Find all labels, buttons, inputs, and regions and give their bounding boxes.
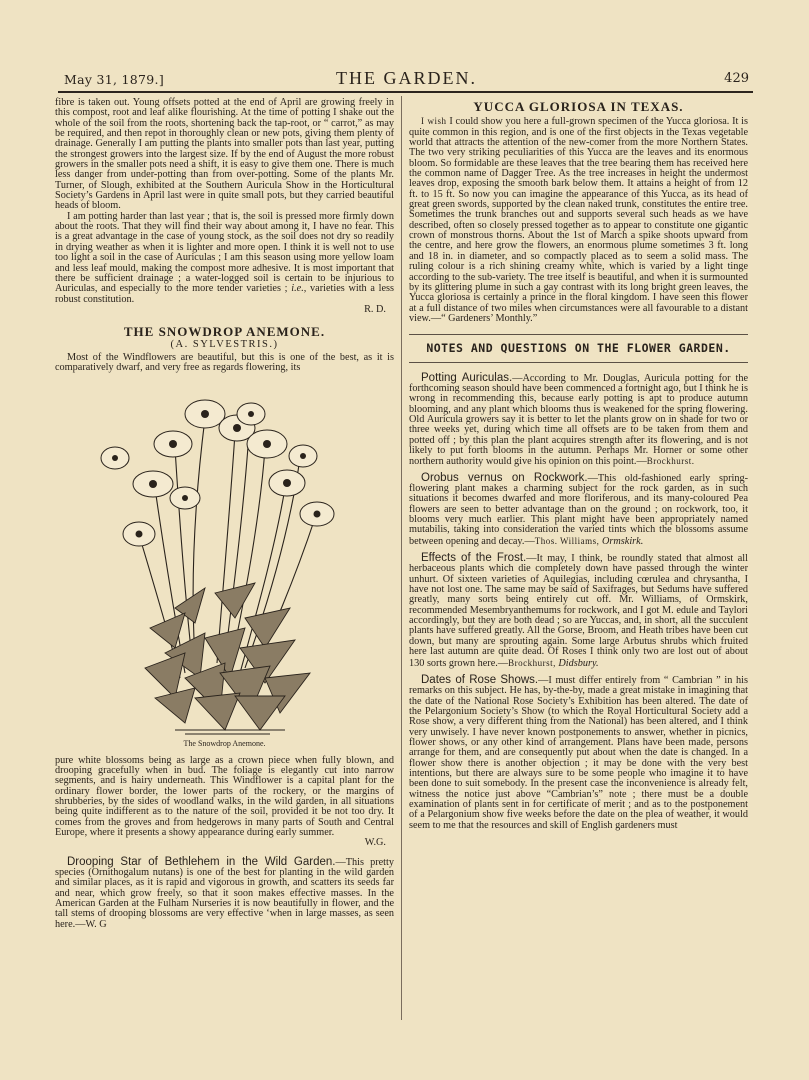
frost-place: Didsbury.: [558, 657, 599, 669]
rose-shows-text: —I must differ entirely from “ Cambrian ” in his remarks on this subject. He has, by-the-by, made a great mistake in imagining that the date of the National Rose Society’s Exhibition has been altered. The date of the Pelargonium Society’s Show (to which the Royal Horticultural Society add a Rose show, a very different thing from the National) has been altered, and I think very unwisely. I have never known postponements to answer, whether in picnics, flower shows, or any other kind of arrangement. Plans have been made, persons arrange for them, and are consequently put about when the date is changed. In a flower show there is another objection ; it may be done with the very best intentions, but there are always sure to be some people who imagine it to have been done to suit somebody. In the present case the inconvenience is already felt, witness the notice just above “Cambrian’s” note ; there must be a double examination of plants sent in for certificate of merit ; and as to the postponement of a Pelargonium show five weeks before the date on the plea of weather, it would seem to me that the resources and skill of English gardeners must: [409, 674, 749, 831]
potting-auriculas-text: —According to Mr. Douglas, Auricula potting for the forthcoming season should have been commenced a fortnight ago, but I think he is wrong in recommending this, because early potting is apt to produce autumn blooming, and any plant which blooms thus is weakened for the spring flowering. Old Auricula growers say it is better to let the plants grow on in shade for two or three weeks yet, during which time all offsets are to be taken from them and potted off ; by this plan the plant acquires strength after its flowering, and is not likely to put forth blooms in the autumn. Perhaps Mr. Horner or some other northern authority would give his opinion on this point.—: [409, 372, 748, 468]
frost-signature: Brockhurst,: [508, 657, 556, 668]
snowdrop-heading: THE SNOWDROP ANEMONE.: [123, 324, 326, 340]
rose-shows-title: Dates of Rose Shows.: [421, 673, 539, 686]
snowdrop-subheading: (A. SYLVESTRIS.): [170, 338, 279, 350]
auricula-continued-paragraph: fibre is taken out. Young offsets potted at the end of April are growing freely in this compost, root and leaf alike flourishing. At the time of potting I shake out the whole of the soil from the roots, shortening back the tap-root, or “ carrot,” as may be required, and then repot in thoroughly clean or new pots, giving them plenty of drainage. Generally I am putting the plants into smaller pots than last year, putting the strongest growers into the largest size. If by the end of August the more robust growers in the smaller pots need a shift, it is easy to give them one. There is much less danger from under-potting than from over-potting. Some of the plants Mr. Turner, of Slough, exhibited at the Southern Auricula Show in the Horticultural Society’s Gardens in April last were in quite small pots, but they carried beautiful heads of bloom.: [55, 97, 394, 212]
notes-heading: NOTES AND QUESTIONS ON THE FLOWER GARDEN.: [426, 341, 731, 356]
potting-auriculas-paragraph: [409, 373, 748, 468]
running-head: [64, 68, 749, 92]
frost-title: Effects of the Frost.: [421, 552, 527, 565]
journal-title: THE GARDEN.: [336, 68, 477, 88]
orobus-title: Orobus vernus on Rockwork.: [421, 471, 588, 484]
snowdrop-intro: Most of the Windflowers are beautiful, but this is one of the best, as it is comparatively dwarf, and very free as regards flowering, its: [55, 351, 394, 374]
potting-signature: Brockhurst.: [646, 456, 695, 467]
yucca-text: I could show you here a full-grown specimen of the Yucca gloriosa. It is quite common in this region, and is one of the first objects in the Texas vegetable world that attracts the attention of the new-comer from the more Northern States. The two very striking peculiarities of this Yucca are the leaves and its enormous bloom. So formidable are these leaves that the tree bearing them has received here the common name of Dagger Tree. As the tree increases in height the undermost leaves drop, exposing the smooth bark below them. It attains a height of from 12 ft. to 15 ft. So now you can imagine the appearance of this Yucca, as its head of great green swords, supported by the clean naked trunk, constitutes the entire tree. Sometimes the trunk branches out and supports several such heads as we have described, often so closely pressed together as to appear to constitute one gigantic crown of monstrous thorns. About the 1st of March a spike shoots upward from the centre, and here grow the flowers, an enormous plume sometimes 3 ft. long and 18 in. in diameter, and so compactly placed as to seem a solid mass. The ruling colour is a rich shining creamy white, which is varied by a light tinge according to the sub-variety. The tree itself is beautiful, and when it is surmounted by its glittering plume in such a gay contrast with its long bright green leaves, the Yucca gloriosa is certainly a prince in the floral kingdom. I have seen this flower at a full distance of two miles when circumstances were all favourable to a distant view.—“ Gardeners’ Monthly.”: [409, 116, 749, 324]
signature-wg: W.G.: [364, 837, 386, 849]
ie-abbrev: i.e.,: [291, 283, 307, 295]
auricula-second-paragraph: [55, 212, 394, 305]
yucca-paragraph: [409, 116, 748, 324]
drooping-star-paragraph: [55, 857, 394, 930]
header-rule: [58, 91, 753, 93]
orobus-text: —This old-fashioned early spring-flowering plant makes a charming subject for the rock garden, as in such situations it becomes dwarfed and more floriferous, and its many-coloured Pea flowers are seen to better advantage than on the ground ; on rockwork, too, it blooms very much earlier. This plant might have been appropriately named mutabilis, taking into consideration the varied tints which the blossoms assume between opening and decay.—: [409, 472, 748, 547]
orobus-place: Ormskirk.: [602, 535, 644, 547]
column-divider: [401, 96, 402, 1020]
orobus-signature: Thos. Williams,: [534, 535, 600, 546]
page-number: 429: [724, 71, 749, 86]
auricula-text-a: I am potting harder than last year ; that is, the soil is pressed more firmly down about the roots. That they will find their way about among it, I have no fear. This is a great advantage in the case of young stock, as the soil does not dry so readily in drying weather as when it is lighter and more open. I think it is well not to use too light a soil in the case of Auriculas ; I am this season using more yellow loam and less leaf mould, making the compost more adhesive. It is most important that there be sufficient drainage ; a water-logged soil is certain to be injurious to Auriculas, and especially to the more tender varieties ;: [55, 210, 394, 295]
anemone-engraving-icon: [55, 378, 394, 740]
orobus-paragraph: [409, 473, 748, 547]
snowdrop-body: pure white blossoms being as large as a crown piece when fully blown, and drooping gracefully when in bud. The foliage is elegantly cut into narrow segments, and is hairy underneath. This Windflower is a capital plant for the ordinary flower border, the lower parts of the rockery, or the margins of shrubberies, by the sides of woodland walks, in the wild garden, in all situations being quite indifferent as to the nature of the soil, provided it be not too dry. It comes from the groves and from hedgerows in many parts of South and Central Europe, where it presents a showy appearance during early summer.: [55, 754, 394, 838]
left-column: [55, 98, 394, 930]
figure-caption: The Snowdrop Anemone.: [183, 738, 266, 748]
right-column: [409, 98, 748, 831]
rose-shows-paragraph: [409, 675, 748, 831]
auricula-text-b: varieties with a less robust constitution.: [55, 283, 394, 305]
drooping-star-text: —This pretty species (Ornithogalum nutans) is one of the best for planting in the wild garden and similar places, as it is rapid and vigorous in growth, and scatters its seeds far and near, which grow freely, so that it soon makes effective masses. In the American Garden at the Fulham Nurseries it is now beautifully in flower, and the tall stems of drooping blossoms are very effective ‘when in large masses, as seen here.—W. G: [55, 856, 394, 930]
yucca-lead: I wish: [421, 116, 447, 127]
potting-auriculas-title: Potting Auriculas.: [421, 371, 513, 384]
frost-text: —It may, I think, be roundly stated that almost all herbaceous plants which die completely down have passed through the winter unhurt. Of sixteen varieties of Aquilegias, including cœrulea and chrysantha, I have not lost one. The same may be said of Saxifrages, but Sedums have suffered greatly, many sorts being entirely cut off. Mr. Williams, of Ormskirk, recommended Mesembryanthemums for rockwork, and I got M. edule and Taylori accordingly, but they are both dead ; so are Yuccas, and, in short, all the succulent plants have suffered greatly. All the Gorse, Broom, and Heath tribes have been cut down, but many are sprouting again. Some large Arbutus shrubs which fruited here last autumn are quite dead. Of Roses I think only two are lost out of about 130 sorts grown here.—: [409, 553, 748, 669]
frost-paragraph: [409, 553, 748, 669]
signature-rd: R. D.: [364, 303, 386, 315]
issue-date: May 31, 1879.]: [64, 72, 165, 87]
yucca-heading: YUCCA GLORIOSA IN TEXAS.: [473, 99, 684, 114]
drooping-star-title: Drooping Star of Bethlehem in the Wild Garden.: [67, 855, 336, 868]
anemone-illustration: [55, 378, 394, 750]
